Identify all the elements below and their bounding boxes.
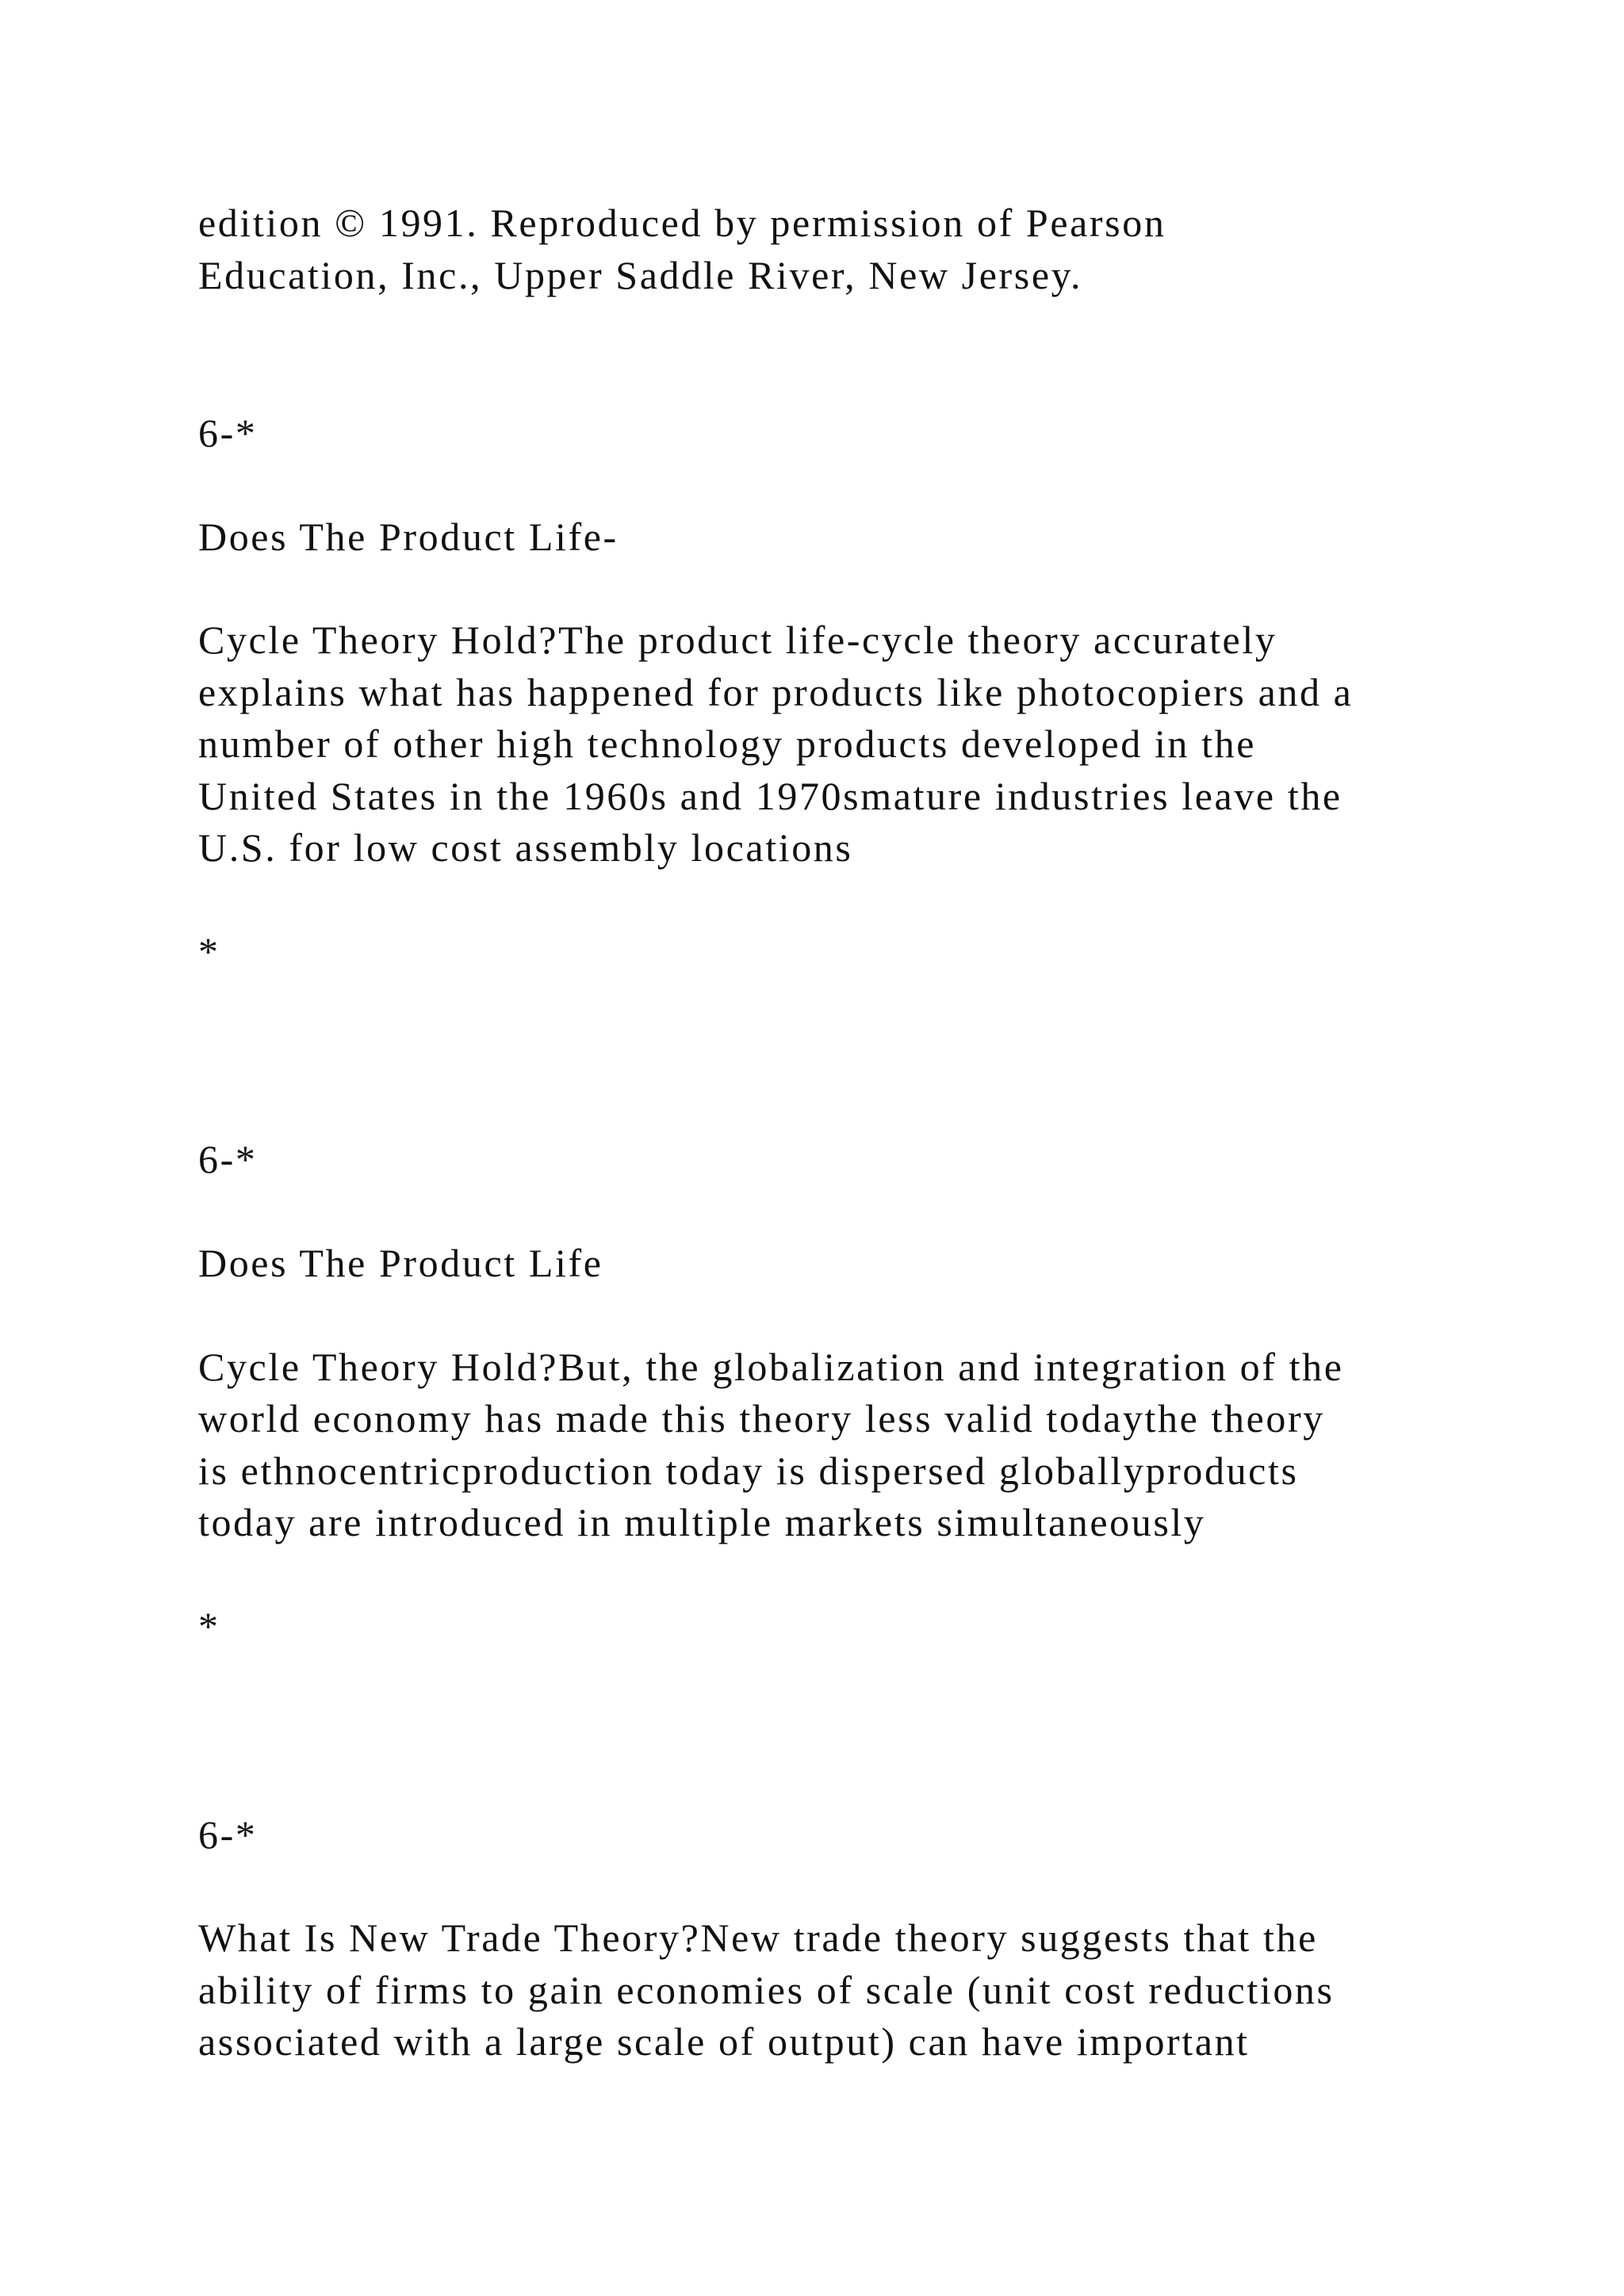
slide-1-body-line-5: U.S. for low cost assembly locations	[198, 825, 853, 870]
slide-2-number: 6-*	[198, 1137, 258, 1181]
slide-1-title: Does The Product Life-	[198, 515, 619, 559]
slide-2-body-line-4: today are introduced in multiple markets simultaneously	[198, 1500, 1206, 1544]
slide-3-number: 6-*	[198, 1812, 258, 1857]
slide-2-body-line-3: is ethnocentricproduction today is dispersed globallyproducts	[198, 1448, 1299, 1493]
slide-1-body-line-3: number of other high technology products developed in the	[198, 721, 1257, 766]
intro-line-2: Education, Inc., Upper Saddle River, New Jersey.	[198, 253, 1083, 297]
slide-2-body-line-1: Cycle Theory Hold?But, the globalization and integration of the	[198, 1345, 1344, 1389]
slide-2-note: *	[198, 1604, 220, 1648]
slide-2-body-line-2: world economy has made this theory less valid todaythe theory	[198, 1396, 1325, 1441]
slide-1-body-line-4: United States in the 1960s and 1970smature industries leave the	[198, 774, 1342, 818]
slide-3-body-line-3: associated with a large scale of output) can have important	[198, 2019, 1250, 2064]
intro-line-1: edition © 1991. Reproduced by permission of Pearson	[198, 201, 1166, 245]
slide-3-body-line-1: What Is New Trade Theory?New trade theory suggests that the	[198, 1915, 1318, 1960]
slide-1-body-line-1: Cycle Theory Hold?The product life-cycle theory accurately	[198, 618, 1277, 662]
slide-1-body-line-2: explains what has happened for products like photocopiers and a	[198, 670, 1354, 714]
slide-3-body-line-2: ability of firms to gain economies of scale (unit cost reductions	[198, 1968, 1335, 2012]
slide-2-title: Does The Product Life	[198, 1241, 603, 1285]
slide-1-note: *	[198, 929, 220, 974]
slide-1-number: 6-*	[198, 411, 258, 455]
